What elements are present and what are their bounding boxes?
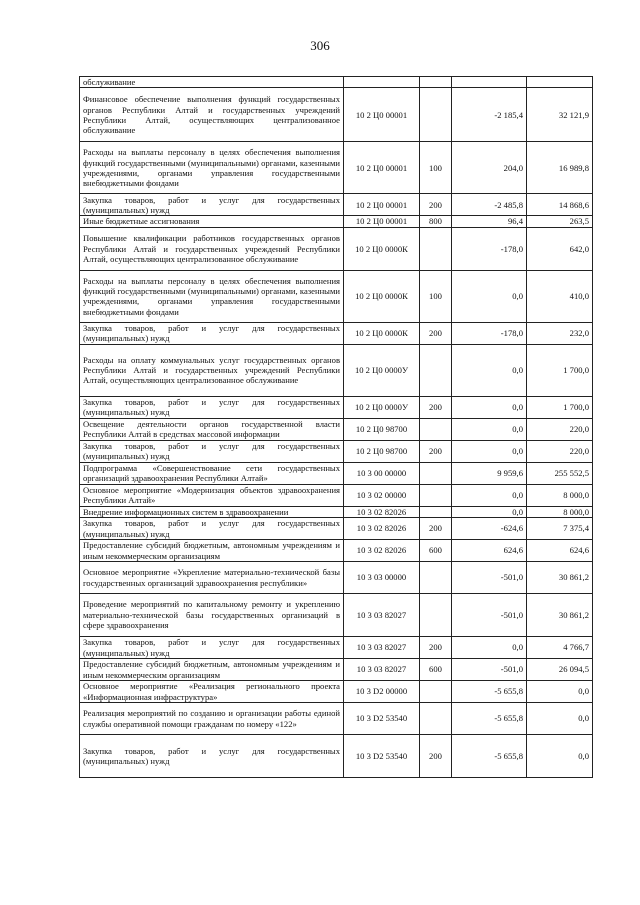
row-name: Закупка товаров, работ и услуг для государственных (муниципальных) нужд (80, 637, 344, 659)
row-total: 30 861,2 (527, 594, 593, 637)
row-change: 0,0 (452, 270, 527, 322)
row-change: 624,6 (452, 540, 527, 562)
row-type (420, 77, 452, 88)
row-type: 200 (420, 518, 452, 540)
row-type: 200 (420, 322, 452, 344)
row-type: 100 (420, 270, 452, 322)
row-change: 0,0 (452, 344, 527, 396)
row-name: Закупка товаров, работ и услуг для государственных (муниципальных) нужд (80, 194, 344, 216)
table-row (80, 322, 593, 344)
table-row (80, 194, 593, 216)
row-change: -5 655,8 (452, 735, 527, 778)
row-type (420, 506, 452, 517)
row-type: 100 (420, 142, 452, 194)
table-row (80, 396, 593, 418)
table-row (80, 142, 593, 194)
row-change: 0,0 (452, 440, 527, 462)
table-row (80, 344, 593, 396)
table-row (80, 540, 593, 562)
row-code: 10 3 03 82027 (344, 659, 420, 681)
row-type (420, 562, 452, 594)
row-code: 10 3 00 00000 (344, 462, 420, 484)
row-code: 10 2 Ц0 0000К (344, 322, 420, 344)
row-change: 0,0 (452, 418, 527, 440)
row-total: 8 000,0 (527, 484, 593, 506)
row-code: 10 3 D2 53540 (344, 735, 420, 778)
row-type: 200 (420, 735, 452, 778)
row-change: -501,0 (452, 594, 527, 637)
row-total: 232,0 (527, 322, 593, 344)
row-total: 26 094,5 (527, 659, 593, 681)
row-type: 600 (420, 659, 452, 681)
row-name: Проведение мероприятий по капитальному ремонту и укреплению материально-технической базы государственных организаций в сфере здравоохранения (80, 594, 344, 637)
row-name: Основное мероприятие «Реализация регионального проекта «Информационная инфраструктура» (80, 681, 344, 703)
row-name: Освещение деятельности органов государственной власти Республики Алтай в средствах массовой информации (80, 418, 344, 440)
row-type (420, 703, 452, 735)
row-type (420, 418, 452, 440)
row-change: -5 655,8 (452, 681, 527, 703)
row-code: 10 2 Ц0 0000К (344, 227, 420, 270)
table-row (80, 735, 593, 778)
table-row (80, 440, 593, 462)
table-row (80, 659, 593, 681)
row-name: Закупка товаров, работ и услуг для государственных (муниципальных) нужд (80, 440, 344, 462)
table-row (80, 216, 593, 227)
row-change: 0,0 (452, 396, 527, 418)
row-change: 0,0 (452, 484, 527, 506)
row-total: 30 861,2 (527, 562, 593, 594)
row-name: Внедрение информационных систем в здравоохранении (80, 506, 344, 517)
row-type: 600 (420, 540, 452, 562)
row-change: -501,0 (452, 659, 527, 681)
row-name: Закупка товаров, работ и услуг для государственных (муниципальных) нужд (80, 396, 344, 418)
row-name: Закупка товаров, работ и услуг для государственных (муниципальных) нужд (80, 518, 344, 540)
row-type (420, 462, 452, 484)
row-code: 10 2 Ц0 00001 (344, 88, 420, 142)
table-row (80, 594, 593, 637)
table-row (80, 88, 593, 142)
table-row (80, 637, 593, 659)
table-row (80, 506, 593, 517)
row-total: 220,0 (527, 440, 593, 462)
row-name: обслуживание (80, 77, 344, 88)
row-name: Основное мероприятие «Укрепление материально-технической базы государственных организаций здравоохранения республики» (80, 562, 344, 594)
row-change: 0,0 (452, 637, 527, 659)
row-change: 9 959,6 (452, 462, 527, 484)
table-row (80, 462, 593, 484)
row-name: Предоставление субсидий бюджетным, автономным учреждениям и иным некоммерческим организациям (80, 659, 344, 681)
row-name: Подпрограмма «Совершенствование сети государственных организаций здравоохранения Республики Алтай» (80, 462, 344, 484)
row-total: 0,0 (527, 681, 593, 703)
row-change: -2 185,4 (452, 88, 527, 142)
budget-table-body (80, 77, 593, 778)
table-row (80, 77, 593, 88)
row-code: 10 3 02 82026 (344, 506, 420, 517)
row-type (420, 88, 452, 142)
row-name: Расходы на выплаты персоналу в целях обеспечения выполнения функций государственными (муниципальными) органами, казенными учреждениями, органами управления государственными внебюджетными фондами (80, 270, 344, 322)
row-name: Расходы на выплаты персоналу в целях обеспечения выполнения функций государственными (муниципальными) органами, казенными учреждениями, органами управления государственными внебюджетными фондами (80, 142, 344, 194)
row-type (420, 227, 452, 270)
row-total: 642,0 (527, 227, 593, 270)
row-name: Иные бюджетные ассигнования (80, 216, 344, 227)
row-code: 10 2 Ц0 0000К (344, 270, 420, 322)
row-change: -178,0 (452, 227, 527, 270)
row-code: 10 2 Ц0 00001 (344, 194, 420, 216)
row-code: 10 2 Ц0 0000У (344, 396, 420, 418)
row-name: Реализация мероприятий по созданию и организации работы единой службы оперативной помощи гражданам по номеру «122» (80, 703, 344, 735)
row-name: Финансовое обеспечение выполнения функций государственных органов Республики Алтай и государственных учреждений Республики Алтай, осуществляющих централизованное обслуживание (80, 88, 344, 142)
budget-table (79, 76, 593, 778)
row-change: -2 485,8 (452, 194, 527, 216)
row-change: -501,0 (452, 562, 527, 594)
row-type: 200 (420, 194, 452, 216)
row-code: 10 3 03 82027 (344, 594, 420, 637)
row-total: 0,0 (527, 735, 593, 778)
row-total: 1 700,0 (527, 344, 593, 396)
row-name: Расходы на оплату коммунальных услуг государственных органов Республики Алтай и государственных учреждений Республики Алтай, осуществляющих централизованное обслуживание (80, 344, 344, 396)
table-row (80, 562, 593, 594)
row-type (420, 484, 452, 506)
row-code: 10 2 Ц0 00001 (344, 142, 420, 194)
row-total: 16 989,8 (527, 142, 593, 194)
row-type (420, 344, 452, 396)
row-total: 255 552,5 (527, 462, 593, 484)
table-row (80, 270, 593, 322)
table-row (80, 484, 593, 506)
row-change (452, 77, 527, 88)
table-row (80, 418, 593, 440)
row-code: 10 3 03 82027 (344, 637, 420, 659)
row-change: -624,6 (452, 518, 527, 540)
row-total: 263,5 (527, 216, 593, 227)
row-name: Повышение квалификации работников государственных органов Республики Алтай и государственных учреждений Республики Алтай, осуществляющих централизованное обслуживание (80, 227, 344, 270)
row-change: 204,0 (452, 142, 527, 194)
row-type (420, 681, 452, 703)
row-total: 7 375,4 (527, 518, 593, 540)
row-code: 10 3 03 00000 (344, 562, 420, 594)
table-row (80, 703, 593, 735)
row-change: 96,4 (452, 216, 527, 227)
row-code: 10 2 Ц0 0000У (344, 344, 420, 396)
row-total: 8 000,0 (527, 506, 593, 517)
row-type: 800 (420, 216, 452, 227)
row-type: 200 (420, 396, 452, 418)
row-name: Закупка товаров, работ и услуг для государственных (муниципальных) нужд (80, 735, 344, 778)
row-total: 32 121,9 (527, 88, 593, 142)
row-code: 10 3 02 82026 (344, 518, 420, 540)
row-total: 0,0 (527, 703, 593, 735)
row-total: 4 766,7 (527, 637, 593, 659)
row-code: 10 2 Ц0 98700 (344, 418, 420, 440)
row-total (527, 77, 593, 88)
row-total: 14 868,6 (527, 194, 593, 216)
row-type: 200 (420, 440, 452, 462)
row-code: 10 3 02 00000 (344, 484, 420, 506)
row-type: 200 (420, 637, 452, 659)
row-code (344, 77, 420, 88)
row-type (420, 594, 452, 637)
row-change: 0,0 (452, 506, 527, 517)
row-total: 410,0 (527, 270, 593, 322)
row-total: 220,0 (527, 418, 593, 440)
row-code: 10 2 Ц0 98700 (344, 440, 420, 462)
table-row (80, 681, 593, 703)
table-row (80, 518, 593, 540)
row-name: Предоставление субсидий бюджетным, автономным учреждениям и иным некоммерческим организациям (80, 540, 344, 562)
row-code: 10 3 D2 00000 (344, 681, 420, 703)
row-change: -178,0 (452, 322, 527, 344)
page-number: 306 (310, 38, 330, 53)
row-code: 10 2 Ц0 00001 (344, 216, 420, 227)
row-change: -5 655,8 (452, 703, 527, 735)
row-total: 624,6 (527, 540, 593, 562)
row-name: Закупка товаров, работ и услуг для государственных (муниципальных) нужд (80, 322, 344, 344)
row-code: 10 3 D2 53540 (344, 703, 420, 735)
row-name: Основное мероприятие «Модернизация объектов здравоохранения Республики Алтай» (80, 484, 344, 506)
row-code: 10 3 02 82026 (344, 540, 420, 562)
table-row (80, 227, 593, 270)
row-total: 1 700,0 (527, 396, 593, 418)
